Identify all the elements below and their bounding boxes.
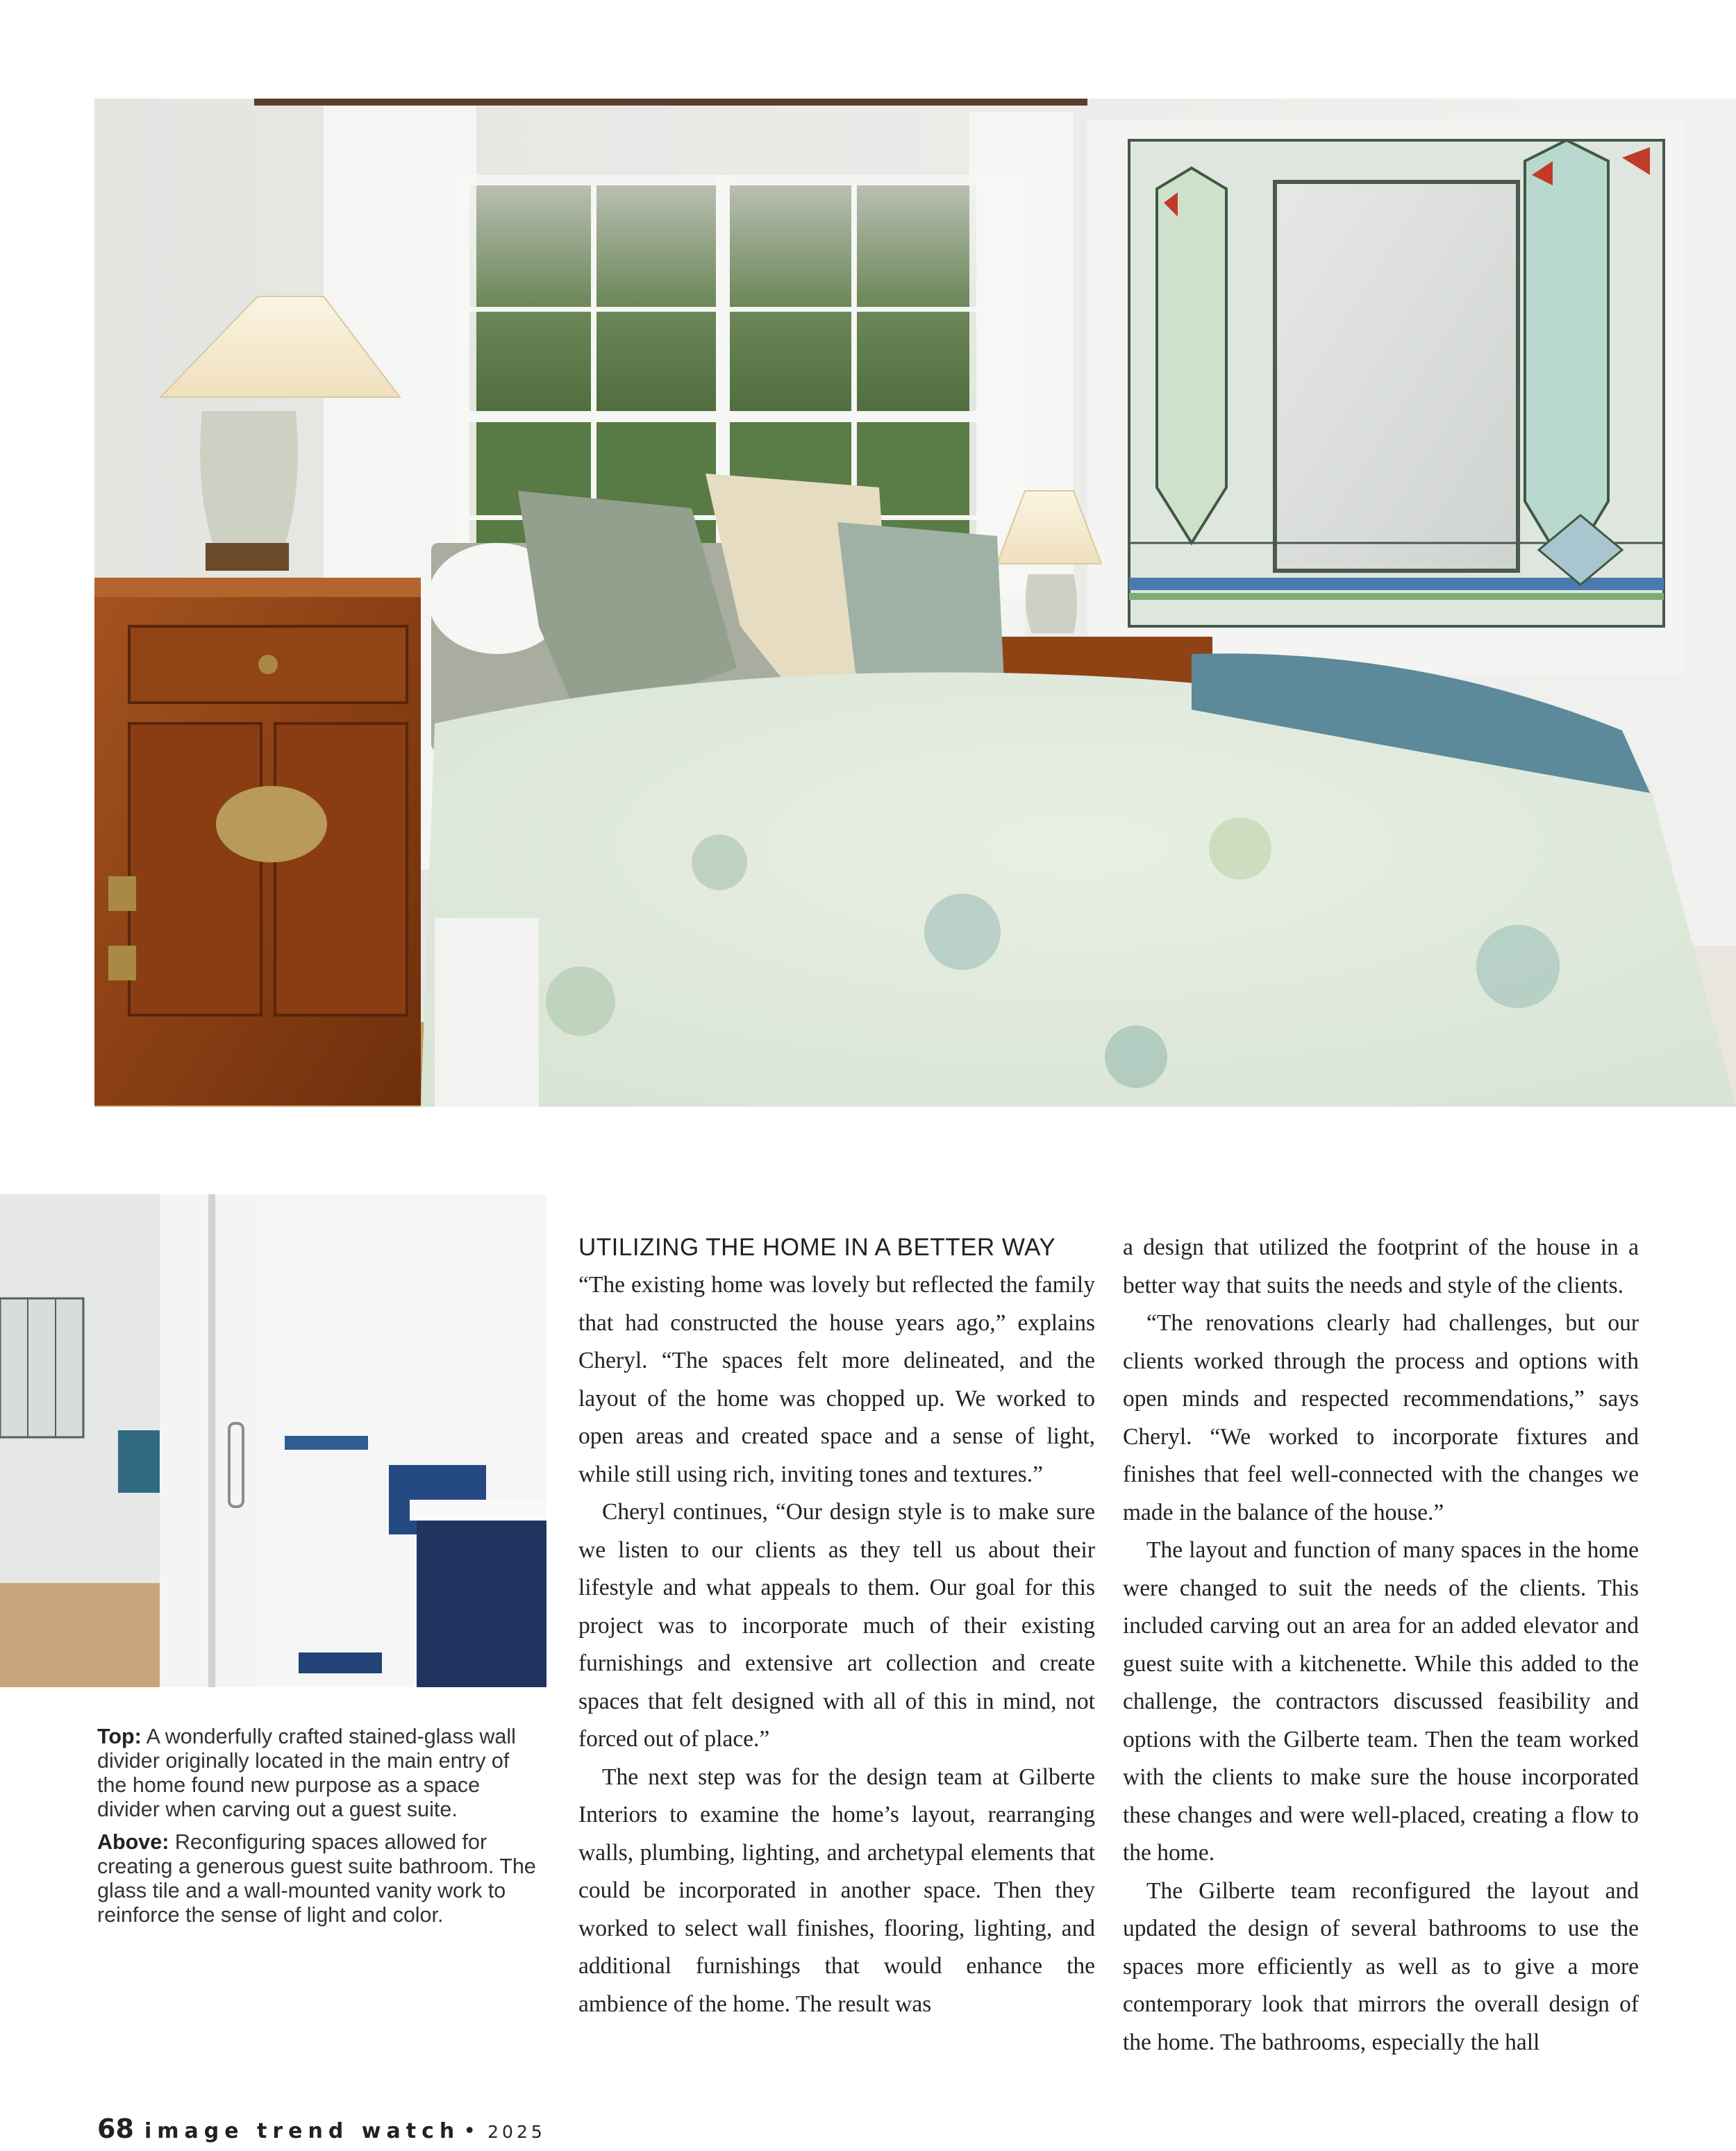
paragraph: The next step was for the design team at Gilberte Interiors to examine the home’s layout, rearranging walls, plumbing, lighting, and archetypal elements that could be incorporated in another space. Then they worked to select wall finishes, flooring, lighting, and additional furnishings that would enhance the ambience of the home. The result was <box>578 1764 1095 2017</box>
caption-above-label: Above: <box>97 1830 169 1854</box>
caption-top-label: Top: <box>97 1725 142 1748</box>
article-column-1 <box>578 1229 1095 2023</box>
vanity-cabinet <box>417 1521 546 1687</box>
page-footer <box>97 2114 546 2144</box>
magazine-title: image trend watch <box>144 2119 460 2143</box>
paragraph: “The renovations clearly had challenges, but our clients worked through the process and options with open minds and respected recommendations,” says Cheryl. “We worked to incorporate fixtures and finishes that feel well-connected with the changes we made in the balance of the house.” <box>1123 1310 1639 1525</box>
issue-year: 2025 <box>487 2122 546 2142</box>
paragraph: a design that utilized the footprint of the house in a better way that suits the needs and style of the clients. <box>1123 1234 1639 1298</box>
article-column-2 <box>1123 1229 1639 2061</box>
footer-bullet: • <box>463 2119 476 2143</box>
section-heading: UTILIZING THE HOME IN A BETTER WAY <box>578 1234 1056 1261</box>
paragraph: The layout and function of many spaces in the home were changed to suit the needs of the clients. This included carving out an area for an added elevator and guest suite with a kitchenette. While this added to the challenge, the contractors discussed feasibility and options with the Gilberte team. Then the team worked with the clients to make sure the house incorporated these changes and were well-placed, creating a flow to the home. <box>1123 1537 1639 1866</box>
paragraph: Cheryl continues, “Our design style is to make sure we listen to our clients as they tell us about their lifestyle and what appeals to them. Our goal for this project was to incorporate much of their existing furnishings and extensive art collection and create spaces that felt designed with all of this in mind, not forced out of place.” <box>578 1499 1095 1752</box>
bathroom-illustration <box>0 1194 546 1687</box>
bathroom-photo <box>0 1194 546 1687</box>
caption-top-text: A wonderfully crafted stained-glass wall divider originally located in the main entry of the home found new purpose as a space divider when carving out a guest suite. <box>97 1725 516 1821</box>
photo-captions <box>97 1725 542 1936</box>
vanity-top <box>410 1500 546 1521</box>
caption-above-text: Reconfiguring spaces allowed for creating a generous guest suite bathroom. The glass tile and a wall-mounted vanity work to reinforce the sense of light and color. <box>97 1830 536 1927</box>
stained-glass-divider <box>1087 119 1685 675</box>
stained-glass-glimpse <box>0 1298 83 1437</box>
bedroom-illustration <box>94 99 1736 1107</box>
bedroom-photo <box>94 99 1736 1107</box>
glass-tile-band <box>285 1436 368 1450</box>
nightstand-left <box>94 578 421 1105</box>
caption-top <box>97 1725 542 1822</box>
bed-quilt <box>421 653 1736 1107</box>
paragraph: The Gilberte team reconfigured the layout and updated the design of several bathrooms to use the spaces more efficiently as well as to give a more contemporary look that mirrors the overall design of the home. The bathrooms, especially the hall <box>1123 1877 1639 2055</box>
paragraph: “The existing home was lovely but reflected the family that had constructed the house years ago,” explains Cheryl. “The spaces felt more delineated, and the layout of the home was chopped up. We worked to open areas and created space and a sense of light, while still using rich, inviting tones and textures.” <box>578 1272 1095 1487</box>
page-number: 68 <box>97 2114 134 2144</box>
caption-above <box>97 1830 542 1927</box>
